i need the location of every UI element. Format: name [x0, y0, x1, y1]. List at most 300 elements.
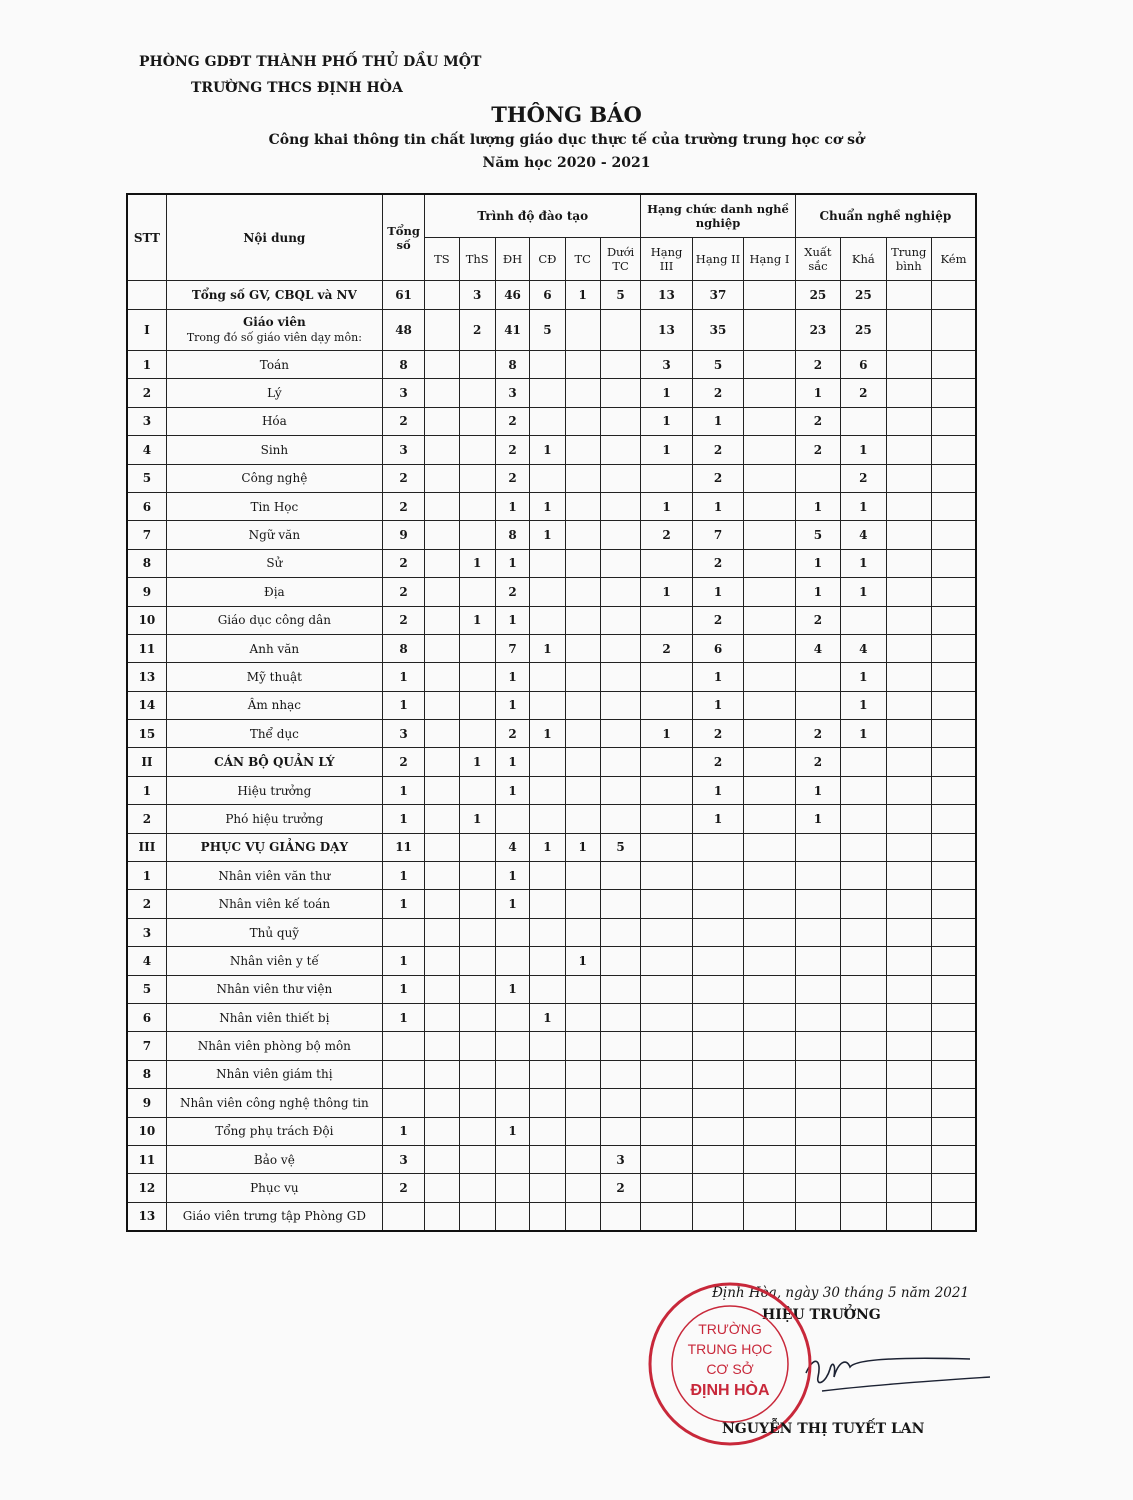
row-cell: [565, 351, 600, 379]
row-cell: [459, 351, 495, 379]
row-cell: 1: [382, 862, 424, 890]
row-label: Nhân viên thư viện: [166, 975, 382, 1003]
col-ts: TS: [425, 238, 459, 281]
row-cell: 1: [530, 436, 565, 464]
row-cell: [795, 1060, 840, 1088]
signature-mark: [792, 1333, 992, 1403]
row-label: Nhân viên giám thị: [166, 1060, 382, 1088]
row-cell: [641, 918, 692, 946]
row-cell: [931, 833, 976, 861]
row-cell: [744, 691, 795, 719]
row-cell: [931, 1089, 976, 1117]
row-cell: [565, 1117, 600, 1145]
row-cell: [495, 1145, 529, 1173]
total-cell: 5: [600, 281, 640, 310]
row-cell: [530, 464, 565, 492]
row-cell: [600, 663, 640, 691]
row-cell: 1: [530, 521, 565, 549]
row-cell: 4: [841, 521, 886, 549]
row-cell: [641, 748, 692, 776]
row-cell: [530, 691, 565, 719]
group-hang: Hạng chức danh nghề nghiệp: [641, 194, 795, 238]
row-stt: 1: [127, 776, 166, 804]
total-cell: [886, 281, 931, 310]
table-row: [127, 862, 976, 890]
school-name: TRƯỜNG THCS ĐỊNH HÒA: [191, 80, 403, 96]
row-cell: [886, 862, 931, 890]
row-cell: [886, 1089, 931, 1117]
row-cell: [931, 947, 976, 975]
row-cell: [841, 890, 886, 918]
row-cell: [931, 407, 976, 435]
row-cell: [841, 975, 886, 1003]
row-cell: [931, 379, 976, 407]
row-cell: [459, 407, 495, 435]
row-cell: [425, 833, 459, 861]
row-cell: [886, 436, 931, 464]
row-cell: [744, 975, 795, 1003]
row-label: Nhân viên thiết bị: [166, 1003, 382, 1031]
row-cell: [600, 549, 640, 577]
row-cell: 1: [495, 492, 529, 520]
gv-cell: [565, 310, 600, 351]
row-cell: [931, 492, 976, 520]
row-stt: 13: [127, 1202, 166, 1231]
row-cell: [692, 975, 743, 1003]
gv-cell: 5: [530, 310, 565, 351]
row-cell: [565, 805, 600, 833]
row-cell: [600, 1117, 640, 1145]
row-cell: [565, 720, 600, 748]
row-cell: [565, 663, 600, 691]
total-cell: 25: [841, 281, 886, 310]
row-cell: [795, 947, 840, 975]
row-cell: 1: [795, 379, 840, 407]
row-stt: III: [127, 833, 166, 861]
row-stt: 7: [127, 521, 166, 549]
row-cell: 1: [382, 890, 424, 918]
section-row: [127, 748, 976, 776]
row-cell: [565, 464, 600, 492]
row-cell: [565, 890, 600, 918]
gv-label: Giáo viên: [243, 315, 306, 329]
row-cell: [931, 776, 976, 804]
row-cell: [425, 1089, 459, 1117]
row-cell: [425, 890, 459, 918]
row-cell: 2: [382, 407, 424, 435]
col-hang-i: Hạng I: [744, 238, 795, 281]
row-cell: 2: [692, 606, 743, 634]
row-stt: 13: [127, 663, 166, 691]
row-cell: [744, 947, 795, 975]
row-cell: [795, 1003, 840, 1031]
total-label: Tổng số GV, CBQL và NV: [166, 281, 382, 310]
row-cell: [530, 578, 565, 606]
row-cell: [600, 606, 640, 634]
row-cell: 1: [641, 407, 692, 435]
section-row: [127, 833, 976, 861]
row-cell: [744, 436, 795, 464]
table-row: [127, 521, 976, 549]
row-label: Nhân viên kế toán: [166, 890, 382, 918]
gv-cell: 35: [692, 310, 743, 351]
row-label: Nhân viên phòng bộ môn: [166, 1032, 382, 1060]
row-cell: [425, 407, 459, 435]
row-cell: [795, 1117, 840, 1145]
row-cell: [886, 464, 931, 492]
row-cell: [841, 748, 886, 776]
row-label: Tổng phụ trách Đội: [166, 1117, 382, 1145]
row-cell: [530, 1202, 565, 1231]
row-cell: [841, 1032, 886, 1060]
row-cell: [459, 1089, 495, 1117]
row-cell: [600, 464, 640, 492]
row-cell: [886, 748, 931, 776]
row-cell: [459, 521, 495, 549]
row-cell: [886, 1003, 931, 1031]
row-cell: 3: [495, 379, 529, 407]
row-cell: [841, 606, 886, 634]
row-cell: [600, 379, 640, 407]
row-cell: [530, 805, 565, 833]
row-cell: [459, 1003, 495, 1031]
row-cell: [425, 918, 459, 946]
row-cell: 1: [795, 492, 840, 520]
row-cell: [744, 890, 795, 918]
row-cell: [886, 691, 931, 719]
row-cell: [459, 862, 495, 890]
table-row: [127, 691, 976, 719]
row-cell: 2: [641, 521, 692, 549]
row-cell: [565, 748, 600, 776]
row-cell: 1: [382, 947, 424, 975]
table-row: [127, 1202, 976, 1231]
row-cell: [931, 1174, 976, 1202]
row-cell: [641, 1032, 692, 1060]
row-cell: 1: [795, 578, 840, 606]
row-cell: [641, 1202, 692, 1231]
row-cell: 2: [495, 407, 529, 435]
row-cell: [425, 663, 459, 691]
row-cell: [600, 691, 640, 719]
table-row: [127, 918, 976, 946]
col-hang-iii: Hạng III: [641, 238, 692, 281]
row-cell: 1: [495, 1117, 529, 1145]
staff-quality-table: [126, 193, 977, 1232]
table-row: [127, 464, 976, 492]
row-cell: [425, 1032, 459, 1060]
row-cell: 2: [795, 720, 840, 748]
row-cell: [886, 1174, 931, 1202]
row-cell: [530, 1032, 565, 1060]
table-row: [127, 379, 976, 407]
row-cell: [841, 918, 886, 946]
row-cell: [459, 1060, 495, 1088]
total-cell: [931, 281, 976, 310]
total-cell: 25: [795, 281, 840, 310]
row-cell: [495, 947, 529, 975]
table-row: [127, 890, 976, 918]
gv-sublabel: Trong đó số giáo viên dạy môn:: [186, 331, 362, 344]
row-cell: [641, 1060, 692, 1088]
row-cell: [565, 407, 600, 435]
row-cell: [641, 862, 692, 890]
row-cell: [795, 975, 840, 1003]
total-row: [127, 281, 976, 310]
row-label: Anh văn: [166, 634, 382, 662]
row-cell: 2: [795, 606, 840, 634]
gv-cell: [600, 310, 640, 351]
row-cell: [931, 436, 976, 464]
row-cell: [425, 351, 459, 379]
row-cell: [931, 890, 976, 918]
row-cell: [565, 1032, 600, 1060]
row-cell: [641, 464, 692, 492]
page-subtitle: Công khai thông tin chất lượng giáo dục thực tế của trường trung học cơ sở: [268, 132, 865, 148]
row-cell: 1: [841, 549, 886, 577]
row-cell: [641, 947, 692, 975]
row-stt: 11: [127, 1145, 166, 1173]
row-cell: [425, 464, 459, 492]
row-cell: [744, 862, 795, 890]
col-dh: ĐH: [495, 238, 529, 281]
row-stt: 7: [127, 1032, 166, 1060]
gv-cell: [744, 310, 795, 351]
row-cell: [744, 720, 795, 748]
row-cell: 6: [841, 351, 886, 379]
row-cell: 3: [641, 351, 692, 379]
row-cell: [641, 663, 692, 691]
row-cell: 1: [692, 805, 743, 833]
row-cell: [459, 975, 495, 1003]
row-stt: 4: [127, 947, 166, 975]
row-label: Thể dục: [166, 720, 382, 748]
row-cell: [565, 1089, 600, 1117]
row-cell: 2: [692, 436, 743, 464]
row-stt: 10: [127, 1117, 166, 1145]
row-cell: [886, 1202, 931, 1231]
row-cell: [886, 521, 931, 549]
row-cell: [931, 464, 976, 492]
row-cell: [641, 1174, 692, 1202]
row-cell: [841, 1060, 886, 1088]
row-cell: [931, 634, 976, 662]
row-cell: [931, 1117, 976, 1145]
row-cell: [425, 436, 459, 464]
sign-date: Định Hòa, ngày 30 tháng 5 năm 2021: [712, 1285, 970, 1301]
row-cell: [565, 606, 600, 634]
row-cell: [641, 890, 692, 918]
row-cell: 1: [530, 634, 565, 662]
table-row: [127, 975, 976, 1003]
col-duoi-tc: Dưới TC: [600, 238, 640, 281]
row-cell: [565, 776, 600, 804]
row-cell: [744, 1202, 795, 1231]
row-cell: [931, 975, 976, 1003]
row-label: Địa: [166, 578, 382, 606]
gv-cell: 48: [382, 310, 424, 351]
row-cell: [530, 975, 565, 1003]
total-cell: 3: [459, 281, 495, 310]
row-cell: 1: [382, 805, 424, 833]
row-cell: 1: [495, 748, 529, 776]
row-cell: 2: [795, 407, 840, 435]
group-trinhdo: Trình độ đào tạo: [425, 194, 641, 238]
row-cell: 1: [692, 776, 743, 804]
row-cell: 3: [382, 1145, 424, 1173]
row-cell: 2: [495, 578, 529, 606]
row-cell: 1: [641, 578, 692, 606]
col-trung-binh: Trung bình: [886, 238, 931, 281]
row-cell: 2: [692, 720, 743, 748]
row-cell: [600, 947, 640, 975]
row-cell: [565, 1060, 600, 1088]
table-row: [127, 947, 976, 975]
row-cell: [600, 805, 640, 833]
row-cell: [565, 379, 600, 407]
row-cell: [641, 549, 692, 577]
row-cell: [495, 918, 529, 946]
row-cell: 4: [795, 634, 840, 662]
row-cell: [744, 1117, 795, 1145]
row-label: Nhân viên văn thư: [166, 862, 382, 890]
row-cell: 2: [382, 549, 424, 577]
row-cell: [841, 1174, 886, 1202]
row-cell: [744, 379, 795, 407]
row-cell: [382, 1202, 424, 1231]
row-cell: [425, 862, 459, 890]
row-cell: [600, 1032, 640, 1060]
row-cell: 1: [692, 663, 743, 691]
row-cell: [459, 663, 495, 691]
table-row: [127, 436, 976, 464]
row-label: Lý: [166, 379, 382, 407]
row-label: Nhân viên y tế: [166, 947, 382, 975]
total-cell: [425, 281, 459, 310]
row-cell: [744, 833, 795, 861]
row-stt: 2: [127, 805, 166, 833]
row-cell: 2: [641, 634, 692, 662]
row-label: Giáo viên trưng tập Phòng GD: [166, 1202, 382, 1231]
row-cell: [425, 492, 459, 520]
row-stt: 6: [127, 1003, 166, 1031]
row-cell: [841, 833, 886, 861]
row-cell: 2: [692, 748, 743, 776]
row-cell: [931, 748, 976, 776]
row-cell: [692, 1003, 743, 1031]
row-cell: 1: [530, 1003, 565, 1031]
row-cell: [795, 663, 840, 691]
row-cell: [744, 748, 795, 776]
row-cell: [692, 1174, 743, 1202]
row-cell: 1: [692, 578, 743, 606]
row-stt: 2: [127, 890, 166, 918]
row-cell: [886, 379, 931, 407]
row-cell: [795, 833, 840, 861]
row-cell: [425, 1202, 459, 1231]
row-label: Phó hiệu trưởng: [166, 805, 382, 833]
row-cell: [425, 805, 459, 833]
row-cell: [841, 1145, 886, 1173]
row-cell: 2: [495, 720, 529, 748]
row-cell: 1: [692, 407, 743, 435]
row-cell: [841, 862, 886, 890]
row-cell: 2: [382, 464, 424, 492]
row-cell: [530, 918, 565, 946]
row-cell: [641, 833, 692, 861]
row-cell: [931, 918, 976, 946]
row-cell: 1: [641, 720, 692, 748]
row-cell: 1: [565, 947, 600, 975]
row-cell: 1: [530, 833, 565, 861]
row-cell: [459, 947, 495, 975]
row-cell: 1: [495, 890, 529, 918]
row-cell: [886, 1032, 931, 1060]
row-cell: [886, 805, 931, 833]
row-cell: [565, 862, 600, 890]
row-cell: [459, 890, 495, 918]
gv-stt: I: [127, 310, 166, 351]
page-title: THÔNG BÁO: [491, 102, 642, 127]
row-cell: [459, 691, 495, 719]
row-cell: [495, 1003, 529, 1031]
row-cell: [886, 918, 931, 946]
row-cell: 1: [530, 492, 565, 520]
row-cell: [692, 1032, 743, 1060]
row-cell: [744, 663, 795, 691]
row-cell: [886, 407, 931, 435]
row-cell: [931, 1003, 976, 1031]
row-cell: [600, 492, 640, 520]
row-cell: 1: [530, 720, 565, 748]
row-cell: [692, 918, 743, 946]
row-cell: 1: [495, 691, 529, 719]
row-cell: [692, 1202, 743, 1231]
row-cell: [565, 1003, 600, 1031]
row-cell: [459, 634, 495, 662]
table-row: [127, 492, 976, 520]
row-cell: [795, 691, 840, 719]
row-cell: [931, 351, 976, 379]
table-row: [127, 578, 976, 606]
agency-name: PHÒNG GDĐT THÀNH PHỐ THỦ DẦU MỘT: [139, 54, 482, 70]
row-cell: [744, 776, 795, 804]
row-cell: 2: [795, 748, 840, 776]
gv-cell: [425, 310, 459, 351]
row-stt: 9: [127, 1089, 166, 1117]
row-cell: 1: [495, 975, 529, 1003]
total-cell: 61: [382, 281, 424, 310]
row-cell: 2: [841, 379, 886, 407]
row-cell: [459, 776, 495, 804]
row-cell: 1: [841, 691, 886, 719]
row-cell: [459, 464, 495, 492]
row-cell: 1: [641, 492, 692, 520]
row-cell: [692, 862, 743, 890]
row-cell: [841, 805, 886, 833]
row-cell: [931, 1032, 976, 1060]
row-cell: 1: [459, 606, 495, 634]
row-cell: 1: [495, 776, 529, 804]
row-cell: [459, 379, 495, 407]
row-cell: [886, 975, 931, 1003]
row-cell: [886, 634, 931, 662]
row-cell: [565, 578, 600, 606]
row-cell: [841, 1003, 886, 1031]
row-cell: [641, 1117, 692, 1145]
total-cell: 13: [641, 281, 692, 310]
row-cell: [692, 947, 743, 975]
